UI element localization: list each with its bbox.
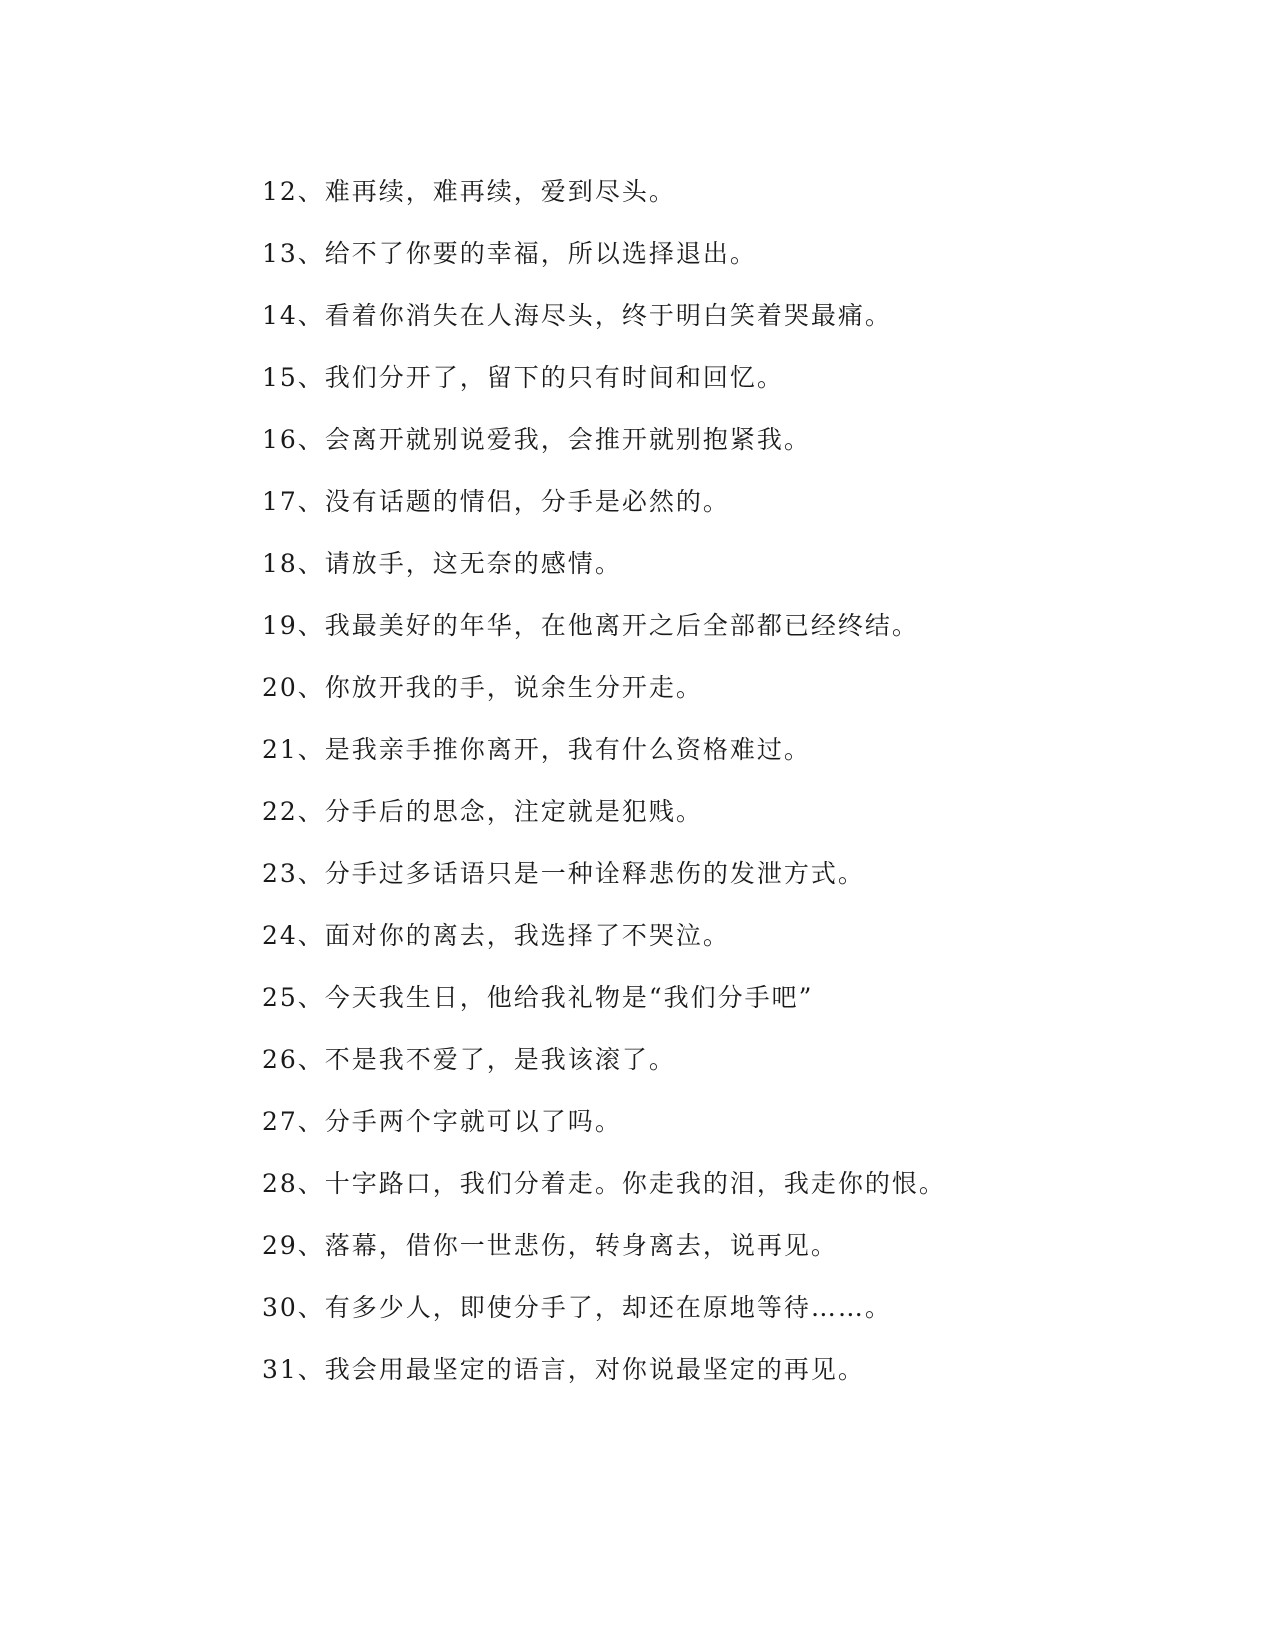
list-item: 16、会离开就别说爱我，会推开就别抱紧我。	[262, 425, 811, 454]
list-item: 18、请放手，这无奈的感情。	[262, 549, 622, 578]
list-item: 27、分手两个字就可以了吗。	[262, 1107, 622, 1136]
list-item: 20、你放开我的手，说余生分开走。	[262, 673, 703, 702]
list-item: 13、给不了你要的幸福，所以选择退出。	[262, 239, 757, 268]
list-item: 23、分手过多话语只是一种诠释悲伤的发泄方式。	[262, 859, 865, 888]
list-item: 17、没有话题的情侣，分手是必然的。	[262, 487, 730, 516]
list-item: 28、十字路口，我们分着走。你走我的泪，我走你的恨。	[262, 1169, 946, 1198]
list-item: 15、我们分开了，留下的只有时间和回忆。	[262, 363, 784, 392]
quote-list	[262, 168, 1222, 1408]
list-item: 24、面对你的离去，我选择了不哭泣。	[262, 921, 730, 950]
list-item: 26、不是我不爱了，是我该滚了。	[262, 1045, 676, 1074]
list-item: 21、是我亲手推你离开，我有什么资格难过。	[262, 735, 811, 764]
list-item: 14、看着你消失在人海尽头，终于明白笑着哭最痛。	[262, 301, 892, 330]
list-item: 22、分手后的思念，注定就是犯贱。	[262, 797, 703, 826]
list-item: 29、落幕，借你一世悲伤，转身离去，说再见。	[262, 1231, 838, 1260]
list-item: 25、今天我生日，他给我礼物是“我们分手吧”	[262, 983, 814, 1012]
list-item: 31、我会用最坚定的语言，对你说最坚定的再见。	[262, 1355, 865, 1384]
list-item: 19、我最美好的年华，在他离开之后全部都已经终结。	[262, 611, 919, 640]
list-item: 30、有多少人，即使分手了，却还在原地等待……。	[262, 1293, 892, 1322]
list-item: 12、难再续，难再续，爱到尽头。	[262, 177, 676, 206]
